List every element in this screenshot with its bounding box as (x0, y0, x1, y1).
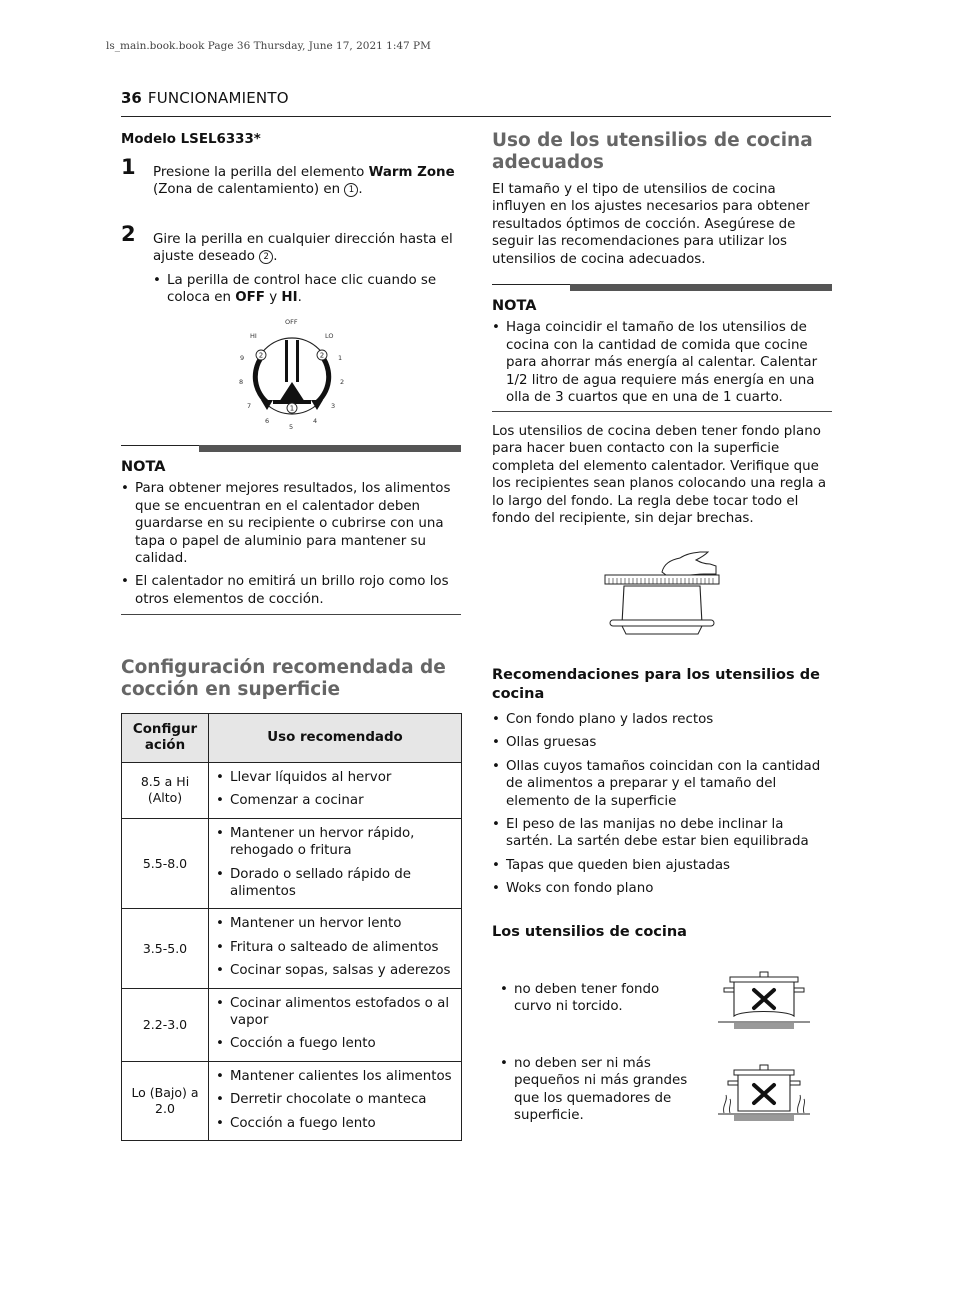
dial-lo-label: LO (325, 332, 334, 340)
ruler-icon (605, 575, 719, 584)
circle-1-icon: 1 (344, 183, 358, 197)
dial-knob-bar (285, 340, 288, 382)
dial-number: 6 (265, 417, 270, 425)
step-2-bullets (153, 272, 458, 313)
table-header-use: Uso recomendado (209, 714, 462, 763)
nota-rule (121, 445, 461, 453)
list-item: • La perilla de control hace clic cuando se coloca en OFF y HI. (153, 272, 458, 307)
table-cell-config: 8.5 a Hi (Alto) (122, 763, 209, 819)
list-item: • Para obtener mejores resultados, los alimentos que se encuentran en el calentador deben guardarse en su recipiente o cubrirse con una tapa o papel de aluminio para mantener su calidad. (121, 480, 461, 567)
burner-icon (734, 1023, 794, 1029)
cookware-intro: El tamaño y el tipo de utensilios de cocina influyen en los ajustes necesarios para obtener resultados óptimos de cocción. Asegúrese de seguir las recomendaciones para utilizar los utensilios de cocina adecuados. (492, 182, 810, 267)
table-row (122, 818, 462, 909)
dial-number: 4 (313, 417, 318, 425)
list-item: • Haga coincidir el tamaño de los utensilios de cocina con la cantidad de comida que cocine para ahorrar más energía al calentar. Calentar 1/2 litro de agua requiere más energía en una olla de 3 cuartos que en una de 1 cuarto. (492, 319, 832, 406)
list-item: • El peso de las manijas no debe inclinar la sartén. La sartén debe estar bien equilibrada (492, 816, 832, 851)
list-item: • Con fondo plano y lados rectos (492, 711, 832, 728)
nota-box-right (492, 284, 832, 412)
table-cell-use (209, 1061, 462, 1140)
dial-number: 1 (338, 354, 343, 362)
dial-off-label: OFF (285, 318, 298, 326)
step-2-number: 2 (121, 222, 136, 246)
list-item: • Cocinar alimentos estofados o al vapor (216, 995, 455, 1030)
dial-number: 3 (331, 402, 336, 410)
table-cell-use (209, 763, 462, 819)
table-cell-config: 5.5-8.0 (122, 818, 209, 909)
nota-rule (492, 284, 832, 292)
model-title: Modelo LSEL6333* (121, 132, 261, 147)
dial-number: 9 (240, 354, 245, 362)
control-dial-illustration (231, 314, 353, 434)
list-item: • Derretir chocolate o manteca (216, 1091, 455, 1108)
pot-knob-icon (760, 1065, 768, 1070)
table-cell-use (209, 909, 462, 988)
dial-number: 7 (247, 402, 252, 410)
ruler-pot-illustration (600, 548, 724, 640)
list-item: • Cocción a fuego lento (216, 1035, 455, 1052)
page-header (121, 90, 831, 117)
list-item: • Woks con fondo plano (492, 880, 832, 897)
dial-pointer-icon (279, 382, 305, 402)
pot-body-icon (622, 586, 702, 624)
flat-bottom-text: Los utensilios de cocina deben tener fondo plano para hacer buen contacto con la superficie completa del elemento calentador. Verifique que los recipientes sean planos colocando una regla a lo largo del fondo. La regla debe tocar todo el fondo del recipiente, sin dejar brechas. (492, 424, 827, 527)
section-name: FUNCIONAMIENTO (147, 89, 289, 107)
list-item: • Tapas que queden bien ajustadas (492, 857, 832, 874)
table-cell-config: 2.2-3.0 (122, 988, 209, 1061)
nota-title: NOTA (492, 298, 537, 314)
dial-number: 8 (239, 378, 244, 386)
utensils-title: Los utensilios de cocina (492, 924, 687, 940)
table-cell-use (209, 818, 462, 909)
dial-circle-2-right-label: 2 (319, 351, 325, 360)
step-2-text: Gire la perilla en cualquier dirección hasta el ajuste deseado 2 . (153, 232, 453, 265)
list-item: • El calentador no emitirá un brillo rojo como los otros elementos de cocción. (121, 573, 461, 608)
table-header-config: Configur ación (122, 714, 209, 763)
list-item: • Dorado o sellado rápido de alimentos (216, 866, 455, 901)
pot-knob-icon (760, 972, 768, 977)
list-item: • Cocción a fuego lento (216, 1115, 455, 1132)
list-item: • Ollas cuyos tamaños coincidan con la cantidad de alimentos a preparar y el tamaño del elemento de la superficie (492, 758, 832, 810)
table-row (122, 988, 462, 1061)
dial-number: 2 (340, 378, 345, 386)
page-number: 36 (121, 89, 142, 107)
dial-left-arc (255, 351, 269, 404)
list-item: • Cocinar sopas, salsas y aderezos (216, 962, 455, 979)
table-cell-config: Lo (Bajo) a 2.0 (122, 1061, 209, 1140)
table-cell-config: 3.5-5.0 (122, 909, 209, 988)
pot-lid-icon (730, 977, 798, 982)
nota-title: NOTA (121, 459, 166, 475)
utensils-item-2 (500, 1055, 700, 1131)
warped-pot-illustration (716, 970, 812, 1032)
recommendations-list (492, 711, 832, 904)
list-item: • Mantener un hervor rápido, rehogado o fritura (216, 825, 455, 860)
dial-knob-bar (296, 340, 299, 382)
table-row (122, 1061, 462, 1140)
list-item: • Comenzar a cocinar (216, 792, 455, 809)
burner-icon (734, 1115, 794, 1121)
pot-lid-icon (734, 1070, 794, 1075)
list-item: • Ollas gruesas (492, 734, 832, 751)
pot-base-icon (622, 626, 702, 634)
list-item: • no deben ser ni más pequeños ni más grandes que los quemadores de superficie. (500, 1055, 700, 1125)
dial-number: 5 (289, 423, 294, 431)
hand-icon (662, 552, 716, 575)
cookware-section-title: Uso de los utensilios de cocina adecuados (492, 130, 813, 173)
table-header-row (122, 714, 462, 763)
table-row (122, 763, 462, 819)
circle-2-icon: 2 (259, 250, 273, 264)
dial-hi-label: HI (250, 332, 257, 340)
list-item: • no deben tener fondo curvo ni torcido. (500, 981, 675, 1016)
dial-right-arc (315, 351, 329, 404)
list-item: • Mantener un hervor lento (216, 915, 455, 932)
print-mark: ls_main.book.book Page 36 Thursday, June 17, 2021 1:47 PM (106, 40, 431, 52)
list-item: • Fritura o salteado de alimentos (216, 939, 455, 956)
table-row (122, 909, 462, 988)
step-1-number: 1 (121, 155, 136, 179)
table-cell-use (209, 988, 462, 1061)
dial-circle-1-label: 1 (289, 404, 295, 413)
step-1-text: Presione la perilla del elemento Warm Zone (Zona de calentamiento) en 1 . (153, 165, 455, 198)
nota-list (492, 319, 832, 406)
nota-box-left (121, 445, 461, 615)
config-section-title: Configuración recomendada de cocción en superficie (121, 657, 446, 700)
utensils-item-1 (500, 981, 675, 1022)
pot-handles-icon (610, 620, 714, 626)
list-item: • Llevar líquidos al hervor (216, 769, 455, 786)
dial-circle-2-left-label: 2 (258, 351, 264, 360)
settings-table (121, 713, 462, 1141)
list-item: • Mantener calientes los alimentos (216, 1068, 455, 1085)
size-pot-illustration (716, 1063, 812, 1125)
recommendations-title: Recomendaciones para los utensilios de cocina (492, 667, 820, 702)
nota-list (121, 480, 461, 608)
